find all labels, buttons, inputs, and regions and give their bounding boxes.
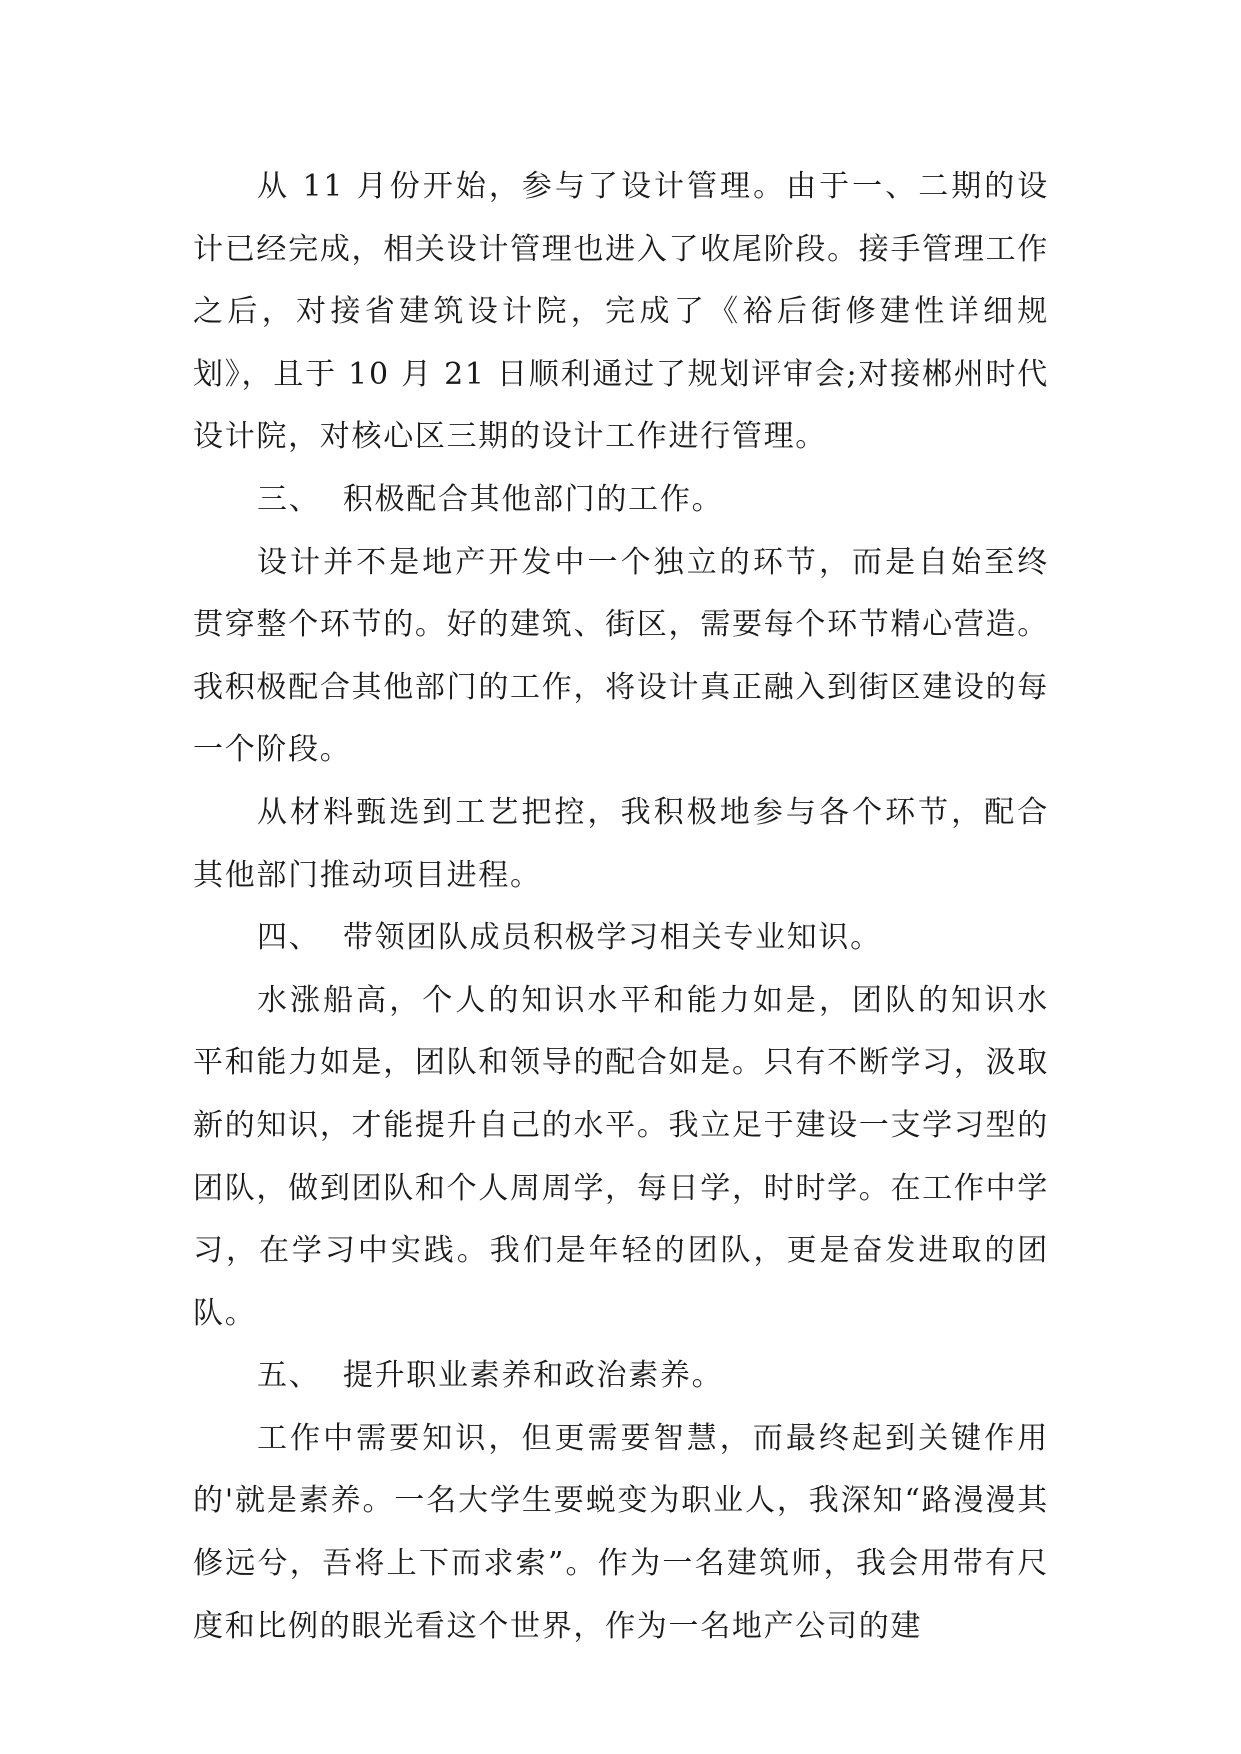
paragraph-materials-process: 从材料甄选到工艺把控，我积极地参与各个环节，配合其他部门推动项目进程。 [193,794,1049,893]
paragraph-team-learning: 水涨船高，个人的知识水平和能力如是，团队的知识水平和能力如是，团队和领导的配合如是。只有不断学习，汲取新的知识，才能提升自己的水平。我立足于建设一支学习型的团队，做到团队和个人周周学，每日学，时时学。在工作中学习，在学习中实践。我们是年轻的团队，更是奋发进取的团队。 [193,982,1049,1331]
paragraph-design-integration: 设计并不是地产开发中一个独立的环节，而是自始至终贯穿整个环节的。好的建筑、街区，需要每个环节精心营造。我积极配合其他部门的工作，将设计真正融入到街区建设的每一个阶段。 [193,544,1049,768]
section-heading-3: 三、 积极配合其他部门的工作。 [257,481,724,517]
paragraph-professional-quality: 工作中需要知识，但更需要智慧，而最终起到关键作用的'就是素养。一名大学生要蜕变为职业人，我深知“路漫漫其修远兮，吾将上下而求索”。作为一名建筑师，我会用带有尺度和比例的眼光看这个世界，作为一名地产公司的建 [193,1420,1049,1644]
section-heading-4: 四、 带领团队成员积极学习相关专业知识。 [257,920,882,956]
document-body [193,156,1049,1658]
section-heading-5: 五、 提升职业素养和政治素养。 [257,1358,724,1394]
paragraph-design-management: 从 11 月份开始，参与了设计管理。由于一、二期的设计已经完成，相关设计管理也进入了收尾阶段。接手管理工作之后，对接省建筑设计院，完成了《裕后街修建性详细规划》，且于 10 月 21 日顺利通过了规划评审会;对接郴州时代设计院，对核心区三期的设计工作进行管理。 [193,169,1049,455]
